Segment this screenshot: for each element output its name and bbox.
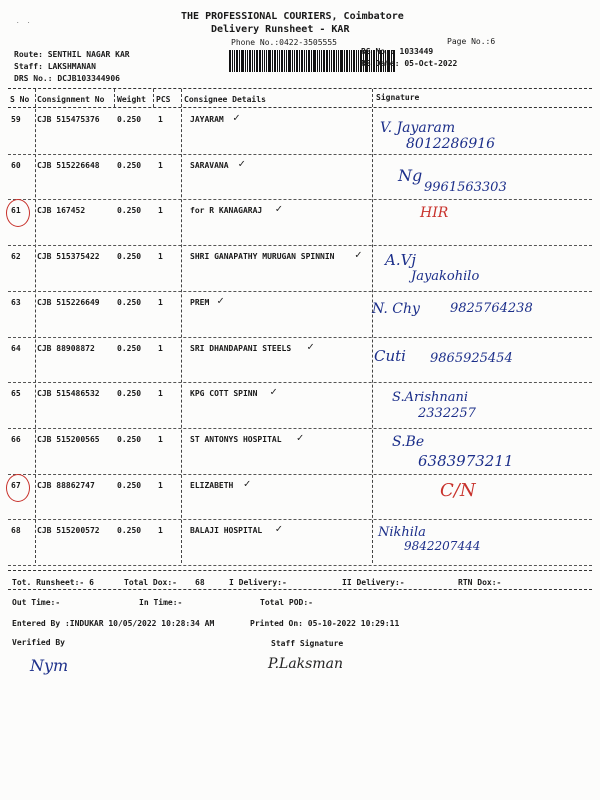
barcode-bar — [245, 50, 246, 72]
out-time: Out Time:- — [12, 598, 61, 607]
row-signature: Ng — [398, 165, 423, 185]
barcode-bar — [247, 50, 248, 72]
row-signature-phone: Jayakohilo — [411, 269, 480, 285]
barcode-bar — [239, 50, 240, 72]
row-signature-phone: 9961563303 — [424, 179, 507, 195]
row-consignment-no: CJB 88862747 — [37, 480, 95, 490]
row-consignment-no: CJB 515226649 — [37, 297, 100, 307]
row-divider — [8, 245, 592, 246]
barcode-bar — [338, 50, 339, 72]
row-consignment-no: CJB 515200572 — [37, 526, 100, 536]
row-pcs: 1 — [158, 252, 163, 262]
phone-number: Phone No.:0422-3505555 — [231, 38, 337, 47]
row-consignee: JAYARAM — [190, 115, 224, 124]
barcode-bar — [313, 50, 316, 72]
row-pcs: 1 — [158, 480, 163, 490]
barcode-bar — [236, 50, 238, 72]
barcode-bar — [333, 50, 335, 72]
barcode-bar — [277, 50, 278, 72]
barcode-bar — [234, 50, 235, 72]
route: Route: SENTHIL NAGAR KAR — [14, 50, 130, 59]
rs-number: RS No.: 1033449 — [361, 47, 434, 56]
row-sno: 60 — [11, 160, 21, 170]
row-signature-phone: 9825764238 — [450, 300, 533, 316]
col-signature: Signature — [376, 93, 420, 102]
barcode-bar — [349, 50, 350, 72]
company-name: THE PROFESSIONAL COURIERS, Coimbatore — [181, 11, 404, 22]
verified-by: Verified By — [12, 638, 65, 647]
staff: Staff: LAKSHMANAN — [14, 62, 96, 71]
barcode-bar — [232, 50, 233, 72]
row-sno: 64 — [11, 343, 21, 353]
row-divider — [8, 474, 592, 475]
barcode-bar — [274, 50, 276, 72]
col-consignment: Consignment No — [37, 95, 105, 104]
total-dox-value: 68 — [195, 578, 205, 587]
row-signature: N. Chy — [372, 300, 420, 317]
rs-date: RS Date: 05-Oct-2022 — [361, 59, 458, 68]
row-divider — [8, 199, 592, 200]
barcode-bar — [299, 50, 300, 72]
col-consignee: Consignee Details — [184, 95, 266, 104]
row-signature: S.Be — [392, 433, 425, 450]
row-consignment-no: CJB 515375422 — [37, 252, 100, 262]
check-mark: ✓ — [355, 248, 362, 262]
barcode-bar — [308, 50, 310, 72]
barcode-bar — [321, 50, 322, 72]
barcode-bar — [323, 50, 325, 72]
col-pcs: PCS — [156, 95, 171, 104]
check-mark: ✓ — [275, 522, 283, 536]
barcode-bar — [262, 50, 263, 72]
check-mark: ✓ — [238, 156, 246, 170]
row-consignment-no: CJB 167452 — [37, 206, 86, 216]
col-weight: Weight — [117, 95, 146, 104]
barcode-bar — [288, 50, 291, 72]
row-consignee: PREM — [190, 297, 210, 307]
barcode-bar — [264, 50, 265, 72]
row-sno: 63 — [11, 297, 21, 307]
barcode-bar — [358, 50, 359, 72]
totals-rule — [8, 589, 592, 590]
row-consignee: for R KANAGARAJ — [190, 206, 263, 216]
row-sno: 61 — [11, 206, 21, 216]
row-signature: Nikhila — [378, 525, 426, 541]
barcode-bar — [311, 50, 312, 72]
row-divider — [8, 291, 592, 292]
barcode-bar — [241, 50, 244, 72]
barcode-bar — [304, 50, 305, 72]
barcode-bar — [344, 50, 345, 72]
total-dox-label: Total Dox:- — [124, 578, 177, 587]
row-sno: 59 — [11, 115, 21, 124]
barcode-bar — [353, 50, 355, 72]
row-signature: C/N — [440, 479, 476, 501]
row-sno: 67 — [11, 480, 21, 490]
row-pcs: 1 — [158, 297, 163, 307]
i-delivery: I Delivery:- — [229, 578, 287, 587]
red-circle-mark — [6, 199, 30, 227]
row-signature-phone: 2332257 — [418, 406, 476, 422]
barcode-bar — [249, 50, 251, 72]
page-number: Page No.:6 — [447, 37, 496, 46]
check-mark: ✓ — [217, 293, 224, 307]
row-weight: 0.250 — [117, 389, 142, 399]
row-signature-phone: 6383973211 — [418, 451, 514, 470]
barcode-bar — [340, 50, 343, 72]
barcode-bar — [336, 50, 337, 72]
row-pcs: 1 — [158, 343, 163, 353]
barcode-bar — [301, 50, 303, 72]
check-mark: ✓ — [243, 476, 251, 490]
row-signature: Cuti — [374, 346, 406, 365]
row-pcs: 1 — [158, 389, 163, 399]
row-signature: S.Arishnani — [392, 390, 469, 406]
row-divider — [8, 382, 592, 383]
barcode-bar — [292, 50, 293, 72]
staff-signature: P.Laksman — [268, 656, 343, 672]
row-weight: 0.250 — [117, 343, 142, 353]
table-bottom-rule — [8, 570, 592, 571]
row-consignment-no: CJB 515200565 — [37, 434, 100, 444]
row-consignee: SRI DHANDAPANI STEELS — [190, 343, 292, 353]
row-divider — [8, 519, 592, 520]
row-signature: V. Jayaram — [380, 120, 456, 136]
row-signature: HIR — [420, 205, 449, 222]
row-divider — [8, 428, 592, 429]
row-consignment-no: CJB 515475376 — [37, 115, 100, 124]
row-consignee: ST ANTONYS HOSPITAL — [190, 434, 282, 444]
row-weight: 0.250 — [117, 434, 142, 444]
barcode-bar — [266, 50, 267, 72]
row-weight: 0.250 — [117, 115, 142, 124]
row-pcs: 1 — [158, 434, 163, 444]
barcode-bar — [329, 50, 330, 72]
total-pod: Total POD:- — [260, 598, 313, 607]
check-mark: ✓ — [275, 202, 283, 216]
barcode-bar — [317, 50, 318, 72]
barcode-bar — [356, 50, 357, 72]
row-weight: 0.250 — [117, 480, 142, 490]
rtn-dox: RTN Dox:- — [458, 578, 502, 587]
barcode-bar — [326, 50, 328, 72]
row-pcs: 1 — [158, 206, 163, 216]
row-sno: 62 — [11, 252, 21, 262]
row-divider — [8, 565, 592, 566]
col-divider — [153, 89, 154, 107]
drs-number: DRS No.: DCJB103344906 — [14, 74, 120, 83]
barcode-bar — [229, 50, 231, 72]
in-time: In Time:- — [139, 598, 183, 607]
row-consignment-no: CJB 88908872 — [37, 343, 95, 353]
row-signature-phone: 9865925454 — [430, 350, 513, 366]
col-sno: S No — [10, 95, 30, 104]
red-circle-mark — [6, 474, 30, 502]
printed-on: Printed On: 05-10-2022 10:29:11 — [250, 619, 400, 628]
check-mark: ✓ — [233, 111, 240, 124]
barcode-bar — [268, 50, 271, 72]
barcode-bar — [306, 50, 307, 72]
row-pcs: 1 — [158, 526, 163, 536]
row-consignee: SHRI GANAPATHY MURUGAN SPINNIN — [190, 252, 335, 262]
barcode-bar — [296, 50, 298, 72]
row-divider — [8, 154, 592, 155]
row-weight: 0.250 — [117, 206, 142, 216]
row-sno: 66 — [11, 434, 21, 444]
col-divider — [181, 89, 182, 563]
barcode-bar — [281, 50, 283, 72]
row-consignment-no: CJB 515486532 — [37, 389, 100, 399]
corner-mark: ˙ ˙ — [15, 22, 32, 32]
col-divider — [372, 89, 373, 563]
barcode-bar — [294, 50, 295, 72]
row-weight: 0.250 — [117, 252, 142, 262]
check-mark: ✓ — [307, 339, 314, 353]
barcode-bar — [254, 50, 255, 72]
staff-signature-label: Staff Signature — [271, 639, 344, 648]
col-divider — [35, 89, 36, 563]
barcode-bar — [351, 50, 352, 72]
row-consignee: ELIZABETH — [190, 480, 234, 490]
barcode-bar — [272, 50, 273, 72]
row-pcs: 1 — [158, 115, 163, 124]
barcode-bar — [319, 50, 320, 72]
row-signature-phone: 9842207444 — [404, 539, 481, 554]
barcode-bar — [284, 50, 285, 72]
row-pcs: 1 — [158, 160, 163, 170]
header-top-rule — [8, 88, 592, 89]
barcode-bar — [286, 50, 287, 72]
check-mark: ✓ — [270, 385, 277, 399]
check-mark: ✓ — [296, 430, 304, 444]
entered-by: Entered By :INDUKAR 10/05/2022 10:28:34 AM — [12, 619, 215, 628]
row-consignment-no: CJB 515226648 — [37, 160, 100, 170]
row-weight: 0.250 — [117, 160, 142, 170]
row-divider — [8, 337, 592, 338]
header-bottom-rule — [8, 107, 592, 108]
row-signature-phone: 8012286916 — [406, 136, 496, 152]
doc-title: Delivery Runsheet - KAR — [211, 24, 350, 35]
barcode-bar — [256, 50, 258, 72]
verified-signature: Nym — [30, 656, 69, 675]
barcode-bar — [259, 50, 261, 72]
row-signature: A.Vj — [385, 251, 417, 270]
row-sno: 65 — [11, 389, 21, 399]
barcode-bar — [346, 50, 348, 72]
col-divider — [114, 89, 115, 107]
total-runsheet: Tot. Runsheet:- 6 — [12, 578, 94, 587]
row-sno: 68 — [11, 526, 21, 536]
ii-delivery: II Delivery:- — [342, 578, 405, 587]
row-weight: 0.250 — [117, 297, 142, 307]
row-consignee: KPG COTT SPINN — [190, 389, 258, 399]
barcode-bar — [279, 50, 280, 72]
row-weight: 0.250 — [117, 526, 142, 536]
barcode-bar — [252, 50, 253, 72]
row-consignee: SARAVANA — [190, 160, 229, 170]
barcode-bar — [331, 50, 332, 72]
row-consignee: BALAJI HOSPITAL — [190, 526, 263, 536]
